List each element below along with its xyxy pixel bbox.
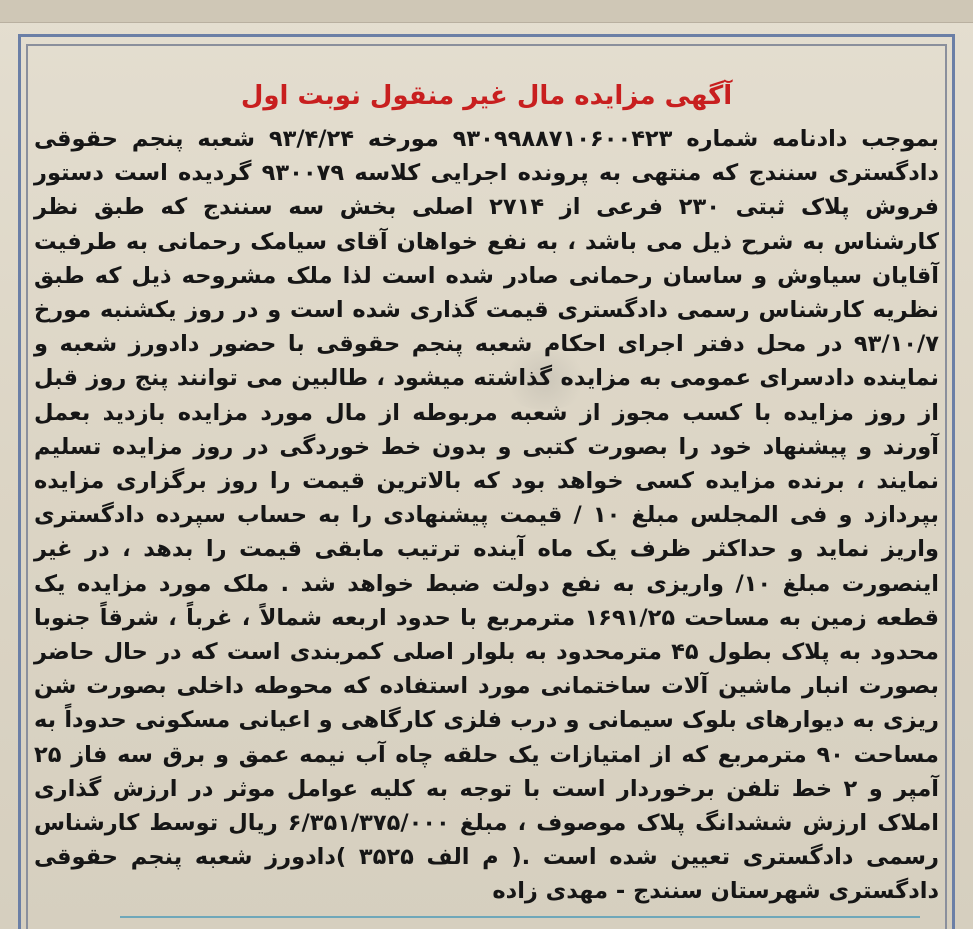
top-strip xyxy=(0,0,973,23)
bottom-divider xyxy=(120,916,920,918)
notice-body: بموجب دادنامه شماره ۹۳۰۹۹۸۸۷۱۰۶۰۰۴۲۳ مورخه ۹۳/۴/۲۴ شعبه پنجم حقوقی دادگستری سنندج که منتهی به پرونده اجرایی کلاسه ۹۳۰۰۷۹ گردیده است دستور فروش پلاک ثبتی ۲۳۰ فرعی از ۲۷۱۴ اصلی بخش سه سنندج که طبق نظر کارشناس به شرح ذیل می باشد ، به نفع خواهان آقای سیامک رحمانی به طرفیت آقایان سیاوش و ساسان رحمانی صادر شده است لذا ملک مشروحه ذیل که طبق نظریه کارشناس رسمی دادگستری قیمت گذاری شده است و در روز یکشنبه مورخ ۹۳/۱۰/۷ در محل دفتر اجرای احکام شعبه پنجم حقوقی با حضور دادورز شعبه و نماینده دادسرای عمومی به مزایده گذاشته میشود ، طالبین می توانند پنج روز قبل از روز مزایده با کسب مجوز از شعبه مربوطه از مال مورد مزایده بازدید بعمل آورند و پیشنهاد خود را بصورت کتبی و بدون خط خوردگی در روز مزایده تسلیم نمایند ، برنده مزایده کسی خواهد بود که بالاترین قیمت را روز برگزاری مزایده بپردازد و فی المجلس مبلغ ۱۰ / قیمت پیشنهادی را به حساب سپرده دادگستری واریز نماید و حداکثر ظرف یک ماه آینده ترتیب مابقی قیمت را بدهد ، در غیر اینصورت مبلغ ۱۰/ واریزی به نفع دولت ضبط خواهد شد . ملک مورد مزایده یک قطعه زمین به مساحت ۱۶۹۱/۲۵ مترمربع با حدود اربعه شمالاً ، غرباً ، شرقاً جنوبا محدود به پلاک بطول ۴۵ مترمحدود به بلوار اصلی کمربندی است که در حال حاضر بصورت انبار ماشین آلات ساختمانی مورد استفاده که محوطه داخلی بصورت شن ریزی به دیوارهای بلوک سیمانی و درب فلزی کارگاهی و اعیانی مسکونی حدوداً به مساحت ۹۰ مترمربع که از امتیازات یک حلقه چاه آب نیمه عمق و برق سه فاز ۲۵ آمپر و ۲ خط تلفن برخوردار است با توجه به کلیه عوامل موثر در ارزش گذاری املاک ارزش ششدانگ پلاک موصوف ، مبلغ ۶/۳۵۱/۳۷۵/۰۰۰ ریال توسط کارشناس رسمی دادگستری تعیین شده است .( م الف ۳۵۲۵ )دادورز شعبه پنجم حقوقی دادگستری شهرستان سنندج - مهدی زاده xyxy=(34,126,940,905)
notice-content xyxy=(34,76,939,921)
notice-title: آگهی مزایده مال غیر منقول نوبت اول xyxy=(240,81,733,111)
